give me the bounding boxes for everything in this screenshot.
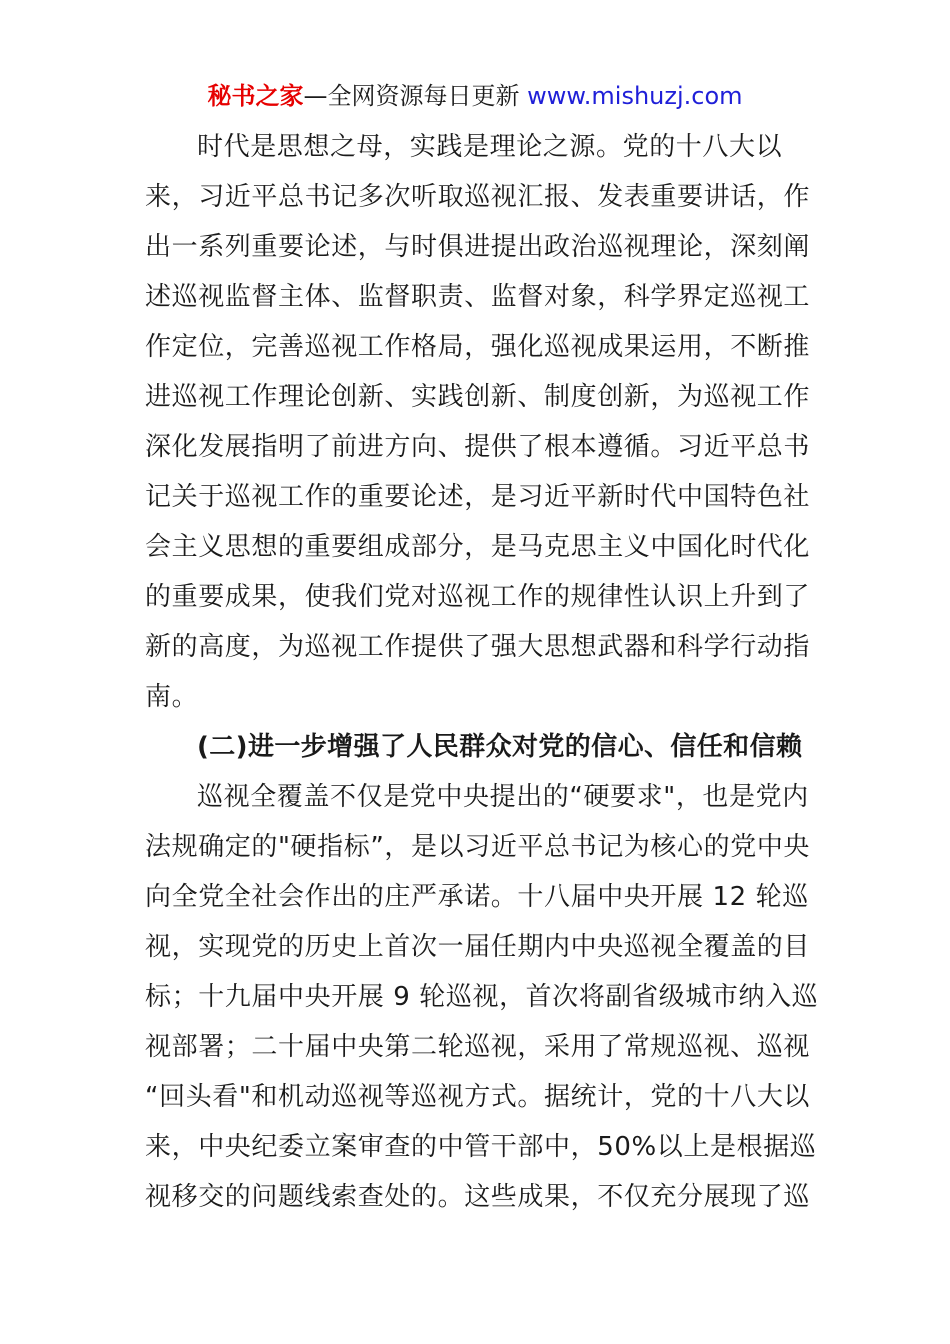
- paragraph-line: 会主义思想的重要组成部分，是马克思主义中国化时代化: [145, 532, 811, 562]
- document-body: [145, 122, 819, 1222]
- paragraph-line: 记关于巡视工作的重要论述，是习近平新时代中国特色社: [145, 482, 811, 512]
- paragraph-line: 法规确定的"硬指标”，是以习近平总书记为核心的党中央: [145, 832, 811, 862]
- paragraph-line: 视移交的问题线索查处的。这些成果，不仅充分展现了巡: [145, 1182, 811, 1212]
- paragraph-line: 标；十九届中央开展 9 轮巡视，首次将副省级城市纳入巡: [145, 982, 819, 1012]
- header-tagline: —全网资源每日更新: [303, 82, 528, 110]
- paragraph-line: 的重要成果，使我们党对巡视工作的规律性认识上升到了: [145, 582, 811, 612]
- brand-name: 秘书之家: [207, 82, 304, 110]
- paragraph-line: 向全党全社会作出的庄严承诺。十八届中央开展 12 轮巡: [145, 882, 809, 912]
- section-heading: (二)进一步增强了人民群众对党的信心、信任和信赖: [197, 732, 803, 762]
- paragraph-line: 巡视全覆盖不仅是党中央提出的“硬要求"，也是党内: [197, 782, 809, 812]
- paragraph-1: [145, 122, 815, 722]
- paragraph-line: 南。: [145, 682, 199, 712]
- paragraph-line: 新的高度，为巡视工作提供了强大思想武器和科学行动指: [145, 632, 811, 662]
- paragraph-line: 深化发展指明了前进方向、提供了根本遵循。习近平总书: [145, 432, 811, 462]
- paragraph-line: 视部署；二十届中央第二轮巡视，采用了常规巡视、巡视: [145, 1032, 811, 1062]
- paragraph-line: 时代是思想之母，实践是理论之源。党的十八大以: [197, 132, 783, 162]
- site-header: [0, 80, 950, 112]
- paragraph-line: “回头看"和机动巡视等巡视方式。据统计，党的十八大以: [145, 1082, 811, 1112]
- site-url-link[interactable]: www.mishuzj.com: [527, 82, 743, 110]
- paragraph-line: 作定位，完善巡视工作格局，强化巡视成果运用，不断推: [145, 332, 811, 362]
- paragraph-line: 出一系列重要论述，与时俱进提出政治巡视理论，深刻阐: [145, 232, 811, 262]
- paragraph-line: 来，习近平总书记多次听取巡视汇报、发表重要讲话，作: [145, 182, 811, 212]
- paragraph-line: 述巡视监督主体、监督职责、监督对象，科学界定巡视工: [145, 282, 811, 312]
- paragraph-line: 视，实现党的历史上首次一届任期内中央巡视全覆盖的目: [145, 932, 811, 962]
- paragraph-line: 进巡视工作理论创新、实践创新、制度创新，为巡视工作: [145, 382, 811, 412]
- paragraph-2: [145, 772, 819, 1222]
- paragraph-line: 来，中央纪委立案审查的中管干部中，50%以上是根据巡: [145, 1132, 817, 1162]
